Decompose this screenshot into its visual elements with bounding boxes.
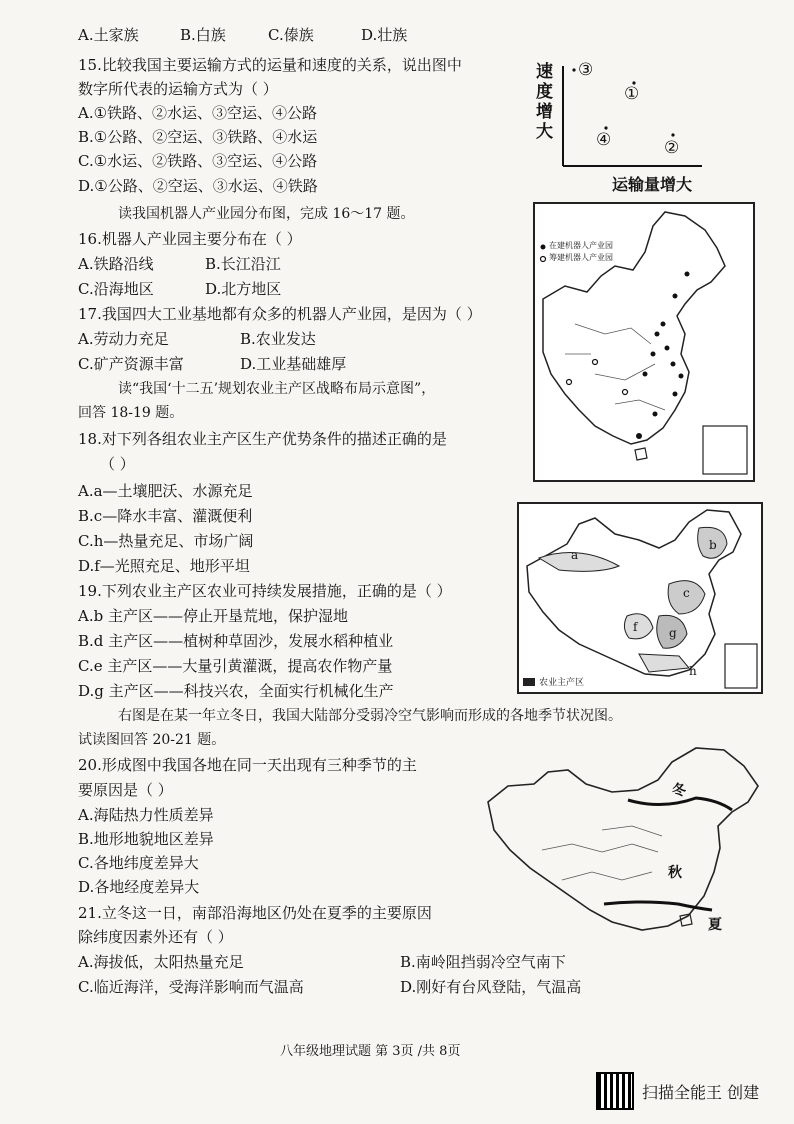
- q19-option-a: A.b 主产区——停止开垦荒地，保护湿地: [78, 607, 348, 625]
- q19-option-d: D.g 主产区——科技兴农，全面实行机械化生产: [78, 682, 394, 700]
- transport-chart: [530, 58, 710, 198]
- q17-option-c: C.矿产资源丰富: [78, 355, 184, 373]
- q20-option-c: C.各地纬度差异大: [78, 854, 199, 872]
- q18-stem: 18.对下列各组农业主产区生产优势条件的描述正确的是: [78, 430, 447, 448]
- q18-option-b: B.c—降水丰富、灌溉便利: [78, 507, 253, 525]
- q20-option-a: A.海陆热力性质差异: [78, 806, 214, 824]
- q18-option-a: A.a—土壤肥沃、水源充足: [78, 482, 253, 500]
- agri-label-g: g: [669, 626, 677, 640]
- q14-option-c: C.傣族: [268, 26, 314, 44]
- q19-option-c: C.e 主产区——大量引黄灌溉，提高农作物产量: [78, 657, 393, 675]
- season-map-outline: [482, 740, 782, 950]
- robot-park-map: [533, 202, 755, 482]
- q20-option-b: B.地形地貌地区差异: [78, 830, 214, 848]
- q19-stem: 19.下列农业主产区农业可持续发展措施，正确的是（ ）: [78, 582, 452, 600]
- agri-label-b: b: [709, 538, 717, 552]
- agri-map-legend: 农业主产区: [539, 678, 585, 688]
- season-map: [482, 740, 782, 950]
- q21-option-d: D.刚好有台风登陆，气温高: [400, 978, 582, 996]
- q15-option-b: B.①公路、②空运、③铁路、④水运: [78, 128, 318, 146]
- transport-point-4: ④: [596, 130, 612, 150]
- intro-18-19-cont: 回答 18-19 题。: [78, 405, 184, 421]
- robot-map-legend-built: 在建机器人产业园: [549, 241, 613, 250]
- season-label-summer: 夏: [708, 917, 722, 933]
- transport-chart-xlabel: 运输量增大: [612, 175, 693, 194]
- q15-stem: 15.比较我国主要运输方式的运量和速度的关系，说出图中: [78, 56, 462, 74]
- q15-stem-cont: 数字所代表的运输方式为（ ）: [78, 80, 278, 98]
- q15-option-a: A.①铁路、②水运、③空运、④公路: [78, 104, 318, 122]
- scanner-stamp-text: 扫描全能王 创建: [642, 1082, 760, 1102]
- q15-option-d: D.①公路、②空运、③水运、④铁路: [78, 177, 318, 195]
- q20-stem-cont: 要原因是（ ）: [78, 781, 173, 799]
- robot-map-legend-planned: 筹建机器人产业园: [549, 253, 613, 262]
- intro-20-21-cont: 试读图回答 20-21 题。: [78, 732, 226, 748]
- transport-chart-ylabel: 速度增大: [536, 62, 553, 142]
- q20-option-d: D.各地经度差异大: [78, 878, 200, 896]
- q16-option-c: C.沿海地区: [78, 280, 154, 298]
- page-footer: 八年级地理试题 第 3页 /共 8页: [280, 1044, 461, 1059]
- q20-stem: 20.形成图中我国各地在同一天出现有三种季节的主: [78, 756, 417, 774]
- q19-option-b: B.d 主产区——植树种草固沙，发展水稻种植业: [78, 632, 394, 650]
- q21-option-a: A.海拔低，太阳热量充足: [78, 953, 244, 971]
- agri-label-c: c: [683, 586, 690, 600]
- agri-label-a: a: [571, 548, 579, 562]
- transport-point-3: ③: [578, 60, 594, 80]
- transport-point-2: ②: [664, 138, 680, 158]
- q21-stem-cont: 除纬度因素外还有（ ）: [78, 928, 233, 946]
- q16-option-b: B.长江沿江: [205, 255, 281, 273]
- q21-stem: 21.立冬这一日，南部沿海地区仍处在夏季的主要原因: [78, 904, 432, 922]
- scanner-stamp: [596, 1072, 759, 1110]
- season-label-winter: 冬: [672, 783, 686, 799]
- agri-zone-map: [517, 502, 763, 694]
- q18-blank: （ ）: [100, 455, 135, 473]
- q18-option-d: D.f—光照充足、地形平坦: [78, 557, 250, 575]
- q17-option-a: A.劳动力充足: [78, 330, 169, 348]
- intro-18-19: 读“我国‘十二五’规划农业主产区战略布局示意图”，: [118, 381, 436, 397]
- qr-code-icon: [596, 1072, 634, 1110]
- q14-option-a: A.土家族: [78, 26, 139, 44]
- q14-option-b: B.白族: [180, 26, 226, 44]
- intro-20-21: 右图是在某一年立冬日，我国大陆部分受弱冷空气影响而形成的各地季节状况图。: [118, 708, 622, 724]
- q16-option-a: A.铁路沿线: [78, 255, 154, 273]
- q17-stem: 17.我国四大工业基地都有众多的机器人产业园，是因为（ ）: [78, 305, 482, 323]
- q14-option-d: D.壮族: [361, 26, 408, 44]
- agri-zone-map-outline: [519, 504, 761, 692]
- q16-option-d: D.北方地区: [205, 280, 282, 298]
- agri-label-f: f: [633, 620, 638, 634]
- intro-16-17: 读我国机器人产业园分布图，完成 16～17 题。: [118, 206, 415, 222]
- agri-label-h: h: [689, 664, 697, 678]
- q17-option-b: B.农业发达: [240, 330, 316, 348]
- q21-option-b: B.南岭阻挡弱冷空气南下: [400, 953, 566, 971]
- q15-option-c: C.①水运、②铁路、③空运、④公路: [78, 152, 318, 170]
- q21-option-c: C.临近海洋，受海洋影响而气温高: [78, 978, 304, 996]
- transport-point-1: ①: [624, 84, 640, 104]
- season-label-autumn: 秋: [668, 865, 682, 881]
- q17-option-d: D.工业基础雄厚: [240, 355, 347, 373]
- q16-stem: 16.机器人产业园主要分布在（ ）: [78, 230, 302, 248]
- q18-option-c: C.h—热量充足、市场广阔: [78, 532, 254, 550]
